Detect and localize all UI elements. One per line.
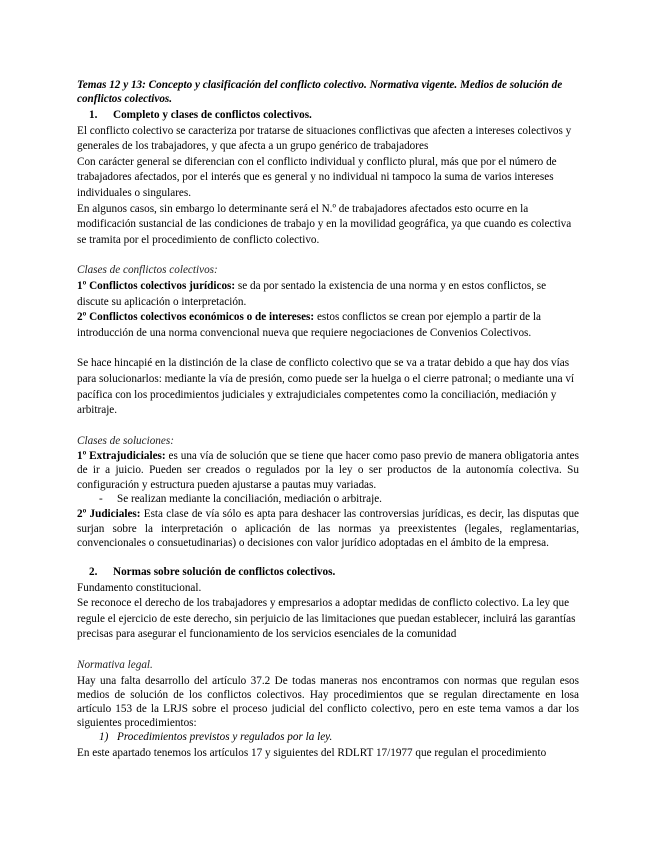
section-1-paragraph-2: Con carácter general se diferencian con el conflicto individual y conflicto plural, más que por el número de trabajadores afectados, por el interés que es general y no individual ni tampoco la suma de varios intereses individuales o singulares. xyxy=(77,155,557,199)
judiciales-label: 2º Judiciales: xyxy=(77,508,141,521)
document-page xyxy=(77,78,579,762)
conflicto-economico-item xyxy=(77,310,579,341)
conflicto-juridico-item xyxy=(77,279,579,310)
hincapie-paragraph: Se hace hincapié en la distinción de la clase de conflicto colectivo que se va a tratar debido a que hay dos vías para solucionarlos: mediante la vía de presión, como puede ser la huelga o el cierre patronal; o mediante una ví pacífica con los procedimientos judiciales y extrajudiciales competentes como la conciliación, mediación y arbitraje. xyxy=(77,357,575,417)
section-1-paragraph-1: El conflicto colectivo se caracteriza por tratarse de situaciones conflictivas que afecten a intereses colectivos y generales de los trabajadores, y que afecta a un grupo genérico de trabajadores xyxy=(77,124,572,153)
section-1-heading xyxy=(89,108,579,124)
section-1-number: 1. xyxy=(89,109,98,121)
normativa-paragraph-1: Hay una falta desarrollo del artículo 37.2 De todas maneras nos encontramos con normas que regulan esos medios de solución de los conflictos colectivos. Hay procedimientos que se regulan directamente en losa artículo 153 de la LRJS sobre el proceso judicial del conflicto colectivo, pero en este tema vamos a dar los siguientes procedimientos: xyxy=(77,674,579,730)
section-2-heading-text: Normas sobre solución de conflictos colectivos. xyxy=(113,566,336,579)
procedimientos-heading-text: Procedimientos previstos y regulados por la ley. xyxy=(117,731,333,744)
extrajudiciales-text: es una vía de solución que se tiene que hacer como paso previo de manera obligatoria antes de ir a juicio. Pueden ser creados o regulados por la ley o ser productos de la autonomía colectiva. Su configuración y estructura pueden ajustarse a pautas muy variadas. xyxy=(77,450,579,491)
section-2-heading xyxy=(89,565,579,581)
extrajudiciales-label: 1º Extrajudiciales: xyxy=(77,450,166,463)
normativa-legal-heading: Normativa legal. xyxy=(77,659,153,672)
document-title: Temas 12 y 13: Concepto y clasificación del conflicto colectivo. Normativa vigente. Medios de solución de conflictos colectivos. xyxy=(77,79,563,105)
dash-marker: - xyxy=(99,492,103,505)
dash-list-text: Se realizan mediante la conciliación, mediación o arbitraje. xyxy=(117,492,382,505)
procedimientos-number: 1) xyxy=(99,731,109,744)
conflicto-economico-label: 2º Conflictos colectivos económicos o de intereses: xyxy=(77,311,315,324)
section-1-paragraph-3: En algunos casos, sin embargo lo determinante será el N.º de trabajadores afectados esto ocurre en la modificación sustancial de las condiciones de trabajo y en la movilidad geográfica, ya que cuando es colectiva se tramita por el procedimiento de conflicto colectivo. xyxy=(77,202,572,246)
section-2-paragraph-1: Se reconoce el derecho de los trabajadores y empresarios a adoptar medidas de conflicto colectivo. La ley que regule el ejercicio de este derecho, sin perjuicio de las limitaciones que puedan establecer, incluirá las garantías precisas para asegurar el funcionamiento de los servicios esenciales de la comunidad xyxy=(77,597,576,641)
section-2-number: 2. xyxy=(89,566,98,579)
conflicto-juridico-text: se da por sentado la existencia de una norma y en estos conflictos, se discute su aplicación o interpretación. xyxy=(77,279,547,308)
conflicto-economico-text: estos conflictos se crean por ejemplo a partir de la introducción de una norma convencional nueva que requiere negociaciones de Convenios Colectivos. xyxy=(77,311,541,339)
procedimientos-subheading xyxy=(99,730,579,746)
normativa-paragraph-2: En este apartado tenemos los artículos 17 y siguientes del RDLRT 17/1977 que regulan el procedimiento xyxy=(77,747,547,760)
extrajudiciales-item xyxy=(77,449,579,492)
conflicto-juridico-label: 1º Conflictos colectivos jurídicos: xyxy=(77,279,236,292)
judiciales-item xyxy=(77,507,579,550)
section-1-heading-text: Completo y clases de conflictos colectivos. xyxy=(113,109,312,121)
judiciales-text: Esta clase de vía sólo es apta para deshacer las controversias jurídicas, es decir, las disputas que surjan sobre la interpretación o aplicación de las normas ya preexistentes (legales, reglamentarias, convencionales o consuetudinarias) o decisiones con valor jurídico adoptadas en el ámbito de la empresa. xyxy=(77,508,579,549)
dash-list-item xyxy=(99,492,579,508)
clases-conflictos-heading: Clases de conflictos colectivos: xyxy=(77,264,218,277)
clases-soluciones-heading: Clases de soluciones: xyxy=(77,434,174,447)
fundamento-constitucional: Fundamento constitucional. xyxy=(77,581,202,594)
